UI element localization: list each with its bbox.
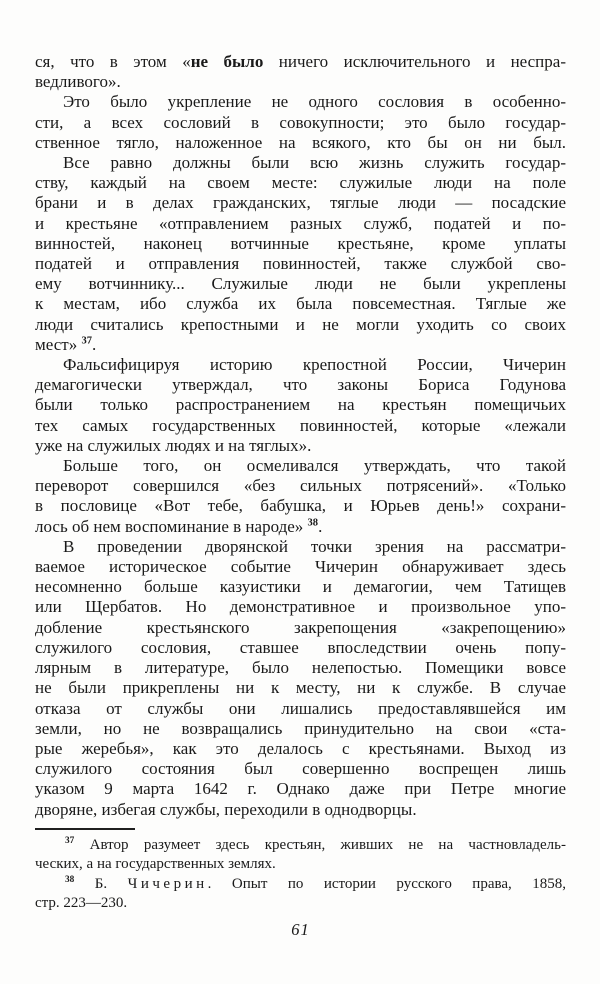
footnote-separator (35, 828, 135, 830)
text-line (35, 836, 566, 856)
text-segment: несомненно больше казуистики и демагогии, чем Татищев (35, 577, 566, 597)
text-line (35, 456, 566, 476)
text-segment: не было (190, 52, 264, 71)
text-segment: брани и в делах гражданских, тяглые люди — посадские (35, 193, 566, 213)
text-line (35, 577, 566, 597)
text-segment: к местам, ибо служба их была повсеместная. Тяглые же (35, 294, 566, 314)
footnote (35, 836, 566, 875)
footnote (35, 875, 566, 914)
text-line (35, 618, 566, 638)
text-line (35, 436, 566, 456)
paragraph (35, 153, 566, 355)
text-segment: Больше того, он осмеливался утверждать, что такой (63, 456, 566, 476)
paragraph (35, 537, 566, 820)
text-segment: ся, что в этом « (35, 52, 191, 71)
main-text (35, 52, 566, 820)
text-line (35, 375, 566, 395)
paragraph (35, 456, 566, 537)
text-segment: лось об нем воспоминание в народе» (35, 516, 308, 536)
text-line (35, 517, 566, 537)
page-number: 61 (291, 919, 310, 939)
text-segment: ческих, а на государственных землях. (35, 856, 276, 873)
text-segment: стр. 223—230. (35, 895, 128, 912)
text-line (35, 597, 566, 617)
text-line (35, 894, 566, 914)
text-segment: ваемое историческое событие Чичерин обнаруживает здесь (35, 557, 566, 577)
text-line (35, 153, 566, 173)
text-line (35, 113, 566, 133)
text-line (35, 557, 566, 577)
text-segment: указом 9 марта 1642 г. Однако даже при Петре многие (35, 779, 566, 799)
text-line (35, 214, 566, 234)
text-segment: были только распространением на крестьян помещичьих (35, 395, 566, 415)
text-segment: ничего исключительного и неспра- (263, 52, 566, 71)
text-line (35, 133, 566, 153)
footnotes (35, 836, 566, 914)
text-segment: ству, каждый на своем месте: служилые люди на поле (35, 173, 566, 193)
paragraph (35, 355, 566, 456)
text-line (35, 800, 566, 820)
text-line (35, 759, 566, 779)
text-line (35, 476, 566, 496)
text-line (35, 254, 566, 274)
text-line (35, 395, 566, 415)
text-line (35, 719, 566, 739)
text-segment: рые жеребья», как это делалось с крестьянами. Выход из (35, 738, 566, 758)
footnote-marker: 37 (65, 835, 75, 846)
text-segment: ведливого». (35, 72, 121, 92)
paragraph (35, 92, 566, 153)
text-line (35, 779, 566, 799)
text-line (35, 678, 566, 698)
text-line (35, 496, 566, 516)
text-segment: Чичерин (127, 875, 208, 892)
text-segment: в пословице «Вот тебе, бабушка, и Юрьев день!» сохрани- (35, 496, 566, 516)
paragraph (35, 52, 566, 92)
text-segment: служилого состояния был совершенно воспрещен лишь (35, 759, 566, 779)
text-line (35, 335, 566, 355)
text-segment: . (318, 516, 323, 536)
text-line (35, 416, 566, 436)
text-line (35, 274, 566, 294)
text-segment: ственное тягло, наложенное на всякого, кто бы он ни был. (35, 132, 566, 152)
text-line (35, 355, 566, 375)
text-segment: не были прикреплены ни к месту, ни к службе. В случае (35, 678, 566, 698)
text-line (35, 92, 566, 112)
text-line (35, 52, 566, 72)
text-line (35, 875, 566, 895)
text-segment: . (91, 334, 97, 354)
text-segment: Автор разумеет здесь крестьян, живших не на частновладель- (74, 836, 566, 853)
text-segment: мест» (35, 334, 82, 354)
text-segment: переворот совершился «без сильных потрясений». «Только (35, 476, 566, 496)
footnote-marker: 38 (307, 517, 319, 529)
text-line (35, 537, 566, 557)
text-line (35, 234, 566, 254)
text-segment: сти, а всех сословий в совокупности; это было государ- (35, 112, 566, 132)
text-line (35, 294, 566, 314)
text-segment: податей и отправления повинностей, также службой сво- (35, 254, 566, 274)
text-segment: винностей, наконец вотчинные крестьяне, кроме уплаты (35, 233, 566, 253)
text-segment: и крестьяне «отправлением разных служб, податей и по- (35, 213, 566, 233)
text-line (35, 193, 566, 213)
text-line (35, 638, 566, 658)
text-line (35, 173, 566, 193)
footnote-marker: 37 (81, 335, 92, 347)
text-segment: уже на служилых людях и на тяглых». (35, 435, 312, 455)
text-segment: или Щербатов. Но демонстративное и произвольное упо- (35, 597, 566, 617)
text-line (35, 658, 566, 678)
text-line (35, 699, 566, 719)
text-segment: люди считались крепостными и не могли уходить со своих (35, 314, 566, 334)
text-segment: Б. (74, 875, 128, 892)
text-line (35, 72, 566, 92)
text-segment: земли, но не возвращались принудительно на свои «ста- (35, 718, 566, 738)
text-line (35, 739, 566, 759)
text-segment: тех самых государственных повинностей, которые «лежали (35, 415, 566, 435)
text-segment: дворяне, избегая службы, переходили в однодворцы. (35, 799, 417, 819)
text-segment: лярным в литературе, было нелепостью. Помещики вовсе (35, 658, 566, 678)
text-segment: отказа от службы они лишались предоставлявшейся им (35, 698, 566, 718)
text-segment: Все равно должны были всю жизнь служить государ- (63, 153, 566, 173)
text-line (35, 315, 566, 335)
text-segment: . Опыт по истории русского права, 1858, (207, 875, 566, 892)
text-segment: Это было укрепление не одного сословия в особенно- (63, 92, 566, 112)
text-segment: ему вотчиннику... Служилые люди не были укреплены (35, 274, 566, 294)
text-segment: демагогически утверждал, что законы Бориса Годунова (35, 375, 566, 395)
text-segment: добление крестьянского закрепощения «закрепощению» (35, 617, 566, 637)
text-segment: служилого сословия, ставшее впоследствии очень попу- (35, 637, 566, 657)
footnote-marker: 38 (65, 874, 75, 885)
text-segment: Фальсифицируя историю крепостной России, Чичерин (63, 355, 566, 375)
text-segment: В проведении дворянской точки зрения на рассматри- (63, 536, 566, 556)
text-line (35, 855, 566, 875)
